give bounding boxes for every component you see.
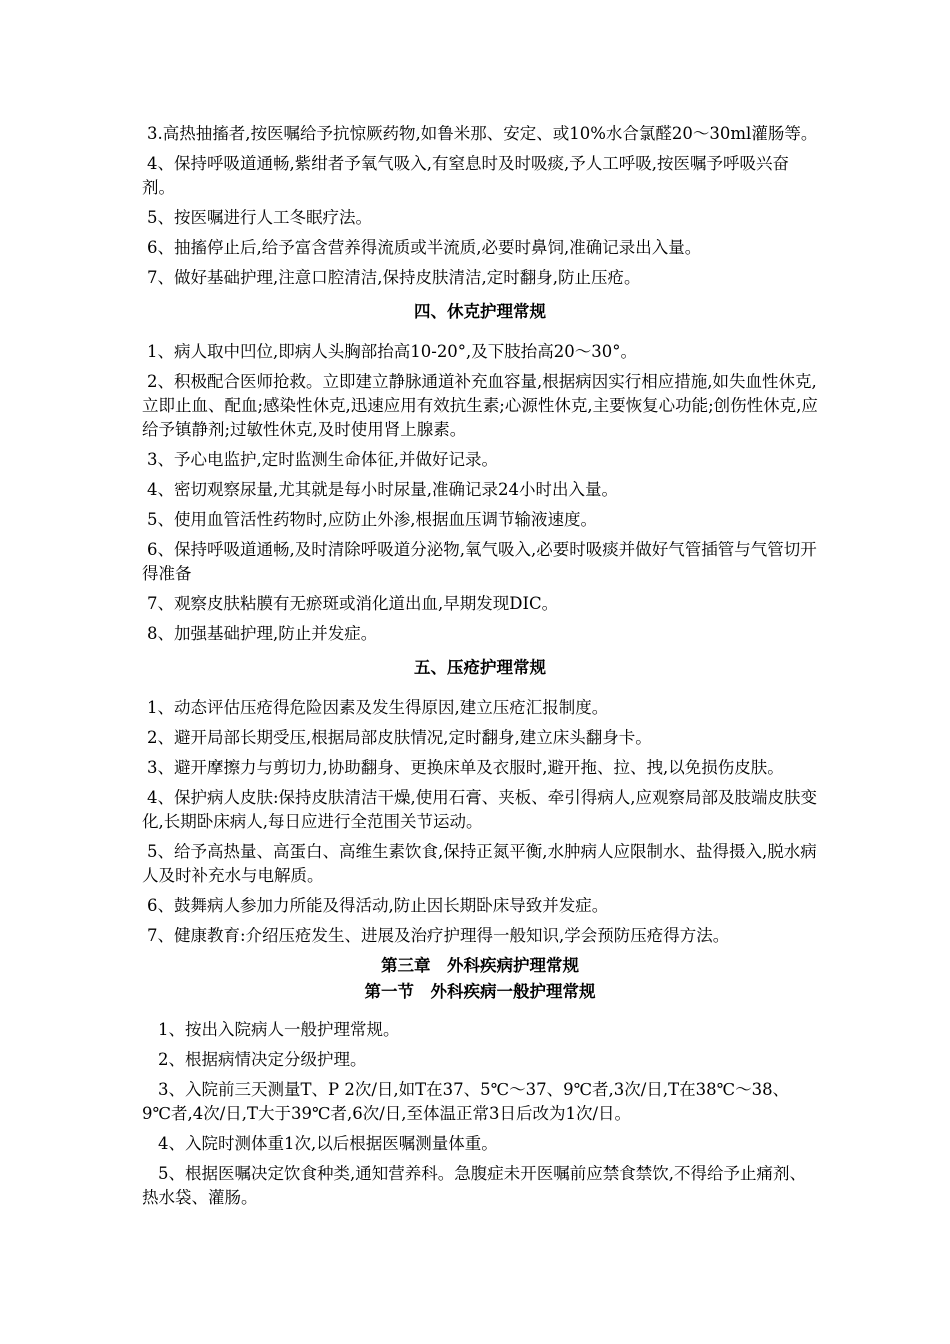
- paragraph: 4、保持呼吸道通畅,紫绀者予氧气吸入,有窒息时及时吸痰,予人工呼吸,按医嘱予呼吸兴奋剂。: [142, 154, 789, 197]
- paragraph: 5、给予高热量、高蛋白、高维生素饮食,保持正氮平衡,水肿病人应限制水、盐得摄入,脱水病人及时补充水与电解质。: [142, 842, 817, 885]
- paragraph: 8、加强基础护理,防止并发症。: [147, 624, 378, 643]
- paragraph: 1、按出入院病人一般护理常规。: [158, 1020, 400, 1039]
- section-heading-shock: 四、休克护理常规: [414, 302, 546, 321]
- paragraph: 6、抽搐停止后,给予富含营养得流质或半流质,必要时鼻饲,准确记录出入量。: [147, 238, 702, 257]
- paragraph: 6、保持呼吸道通畅,及时清除呼吸道分泌物,氧气吸入,必要时吸痰并做好气管插管与气管切开得准备: [142, 540, 817, 583]
- paragraph: 6、鼓舞病人参加力所能及得活动,防止因长期卧床导致并发症。: [147, 896, 609, 915]
- paragraph: 3、避开摩擦力与剪切力,协助翻身、更换床单及衣服时,避开拖、拉、拽,以免损伤皮肤。: [147, 758, 784, 777]
- paragraph: 7、健康教育:介绍压疮发生、进展及治疗护理得一般知识,学会预防压疮得方法。: [147, 926, 730, 945]
- pressure-ulcer-items: [142, 696, 818, 948]
- paragraph: 7、观察皮肤粘膜有无瘀斑或消化道出血,早期发现DIC。: [147, 594, 559, 613]
- paragraph: 2、积极配合医师抢救。立即建立静脉通道补充血容量,根据病因实行相应措施,如失血性休克,立即止血、配血;感染性休克,迅速应用有效抗生素;心源性休克,主要恢复心功能;创伤性休克,应给予镇静剂;过敏性休克,及时使用肾上腺素。: [142, 372, 818, 439]
- paragraph: 2、避开局部长期受压,根据局部皮肤情况,定时翻身,建立床头翻身卡。: [147, 728, 652, 747]
- chapter-heading: 第三章 外科疾病护理常规: [381, 956, 579, 975]
- document-body: [142, 122, 818, 1216]
- paragraph: 5、按医嘱进行人工冬眠疗法。: [147, 208, 372, 227]
- paragraph: 7、做好基础护理,注意口腔清洁,保持皮肤清洁,定时翻身,防止压疮。: [147, 268, 641, 287]
- paragraph: 1、动态评估压疮得危险因素及发生得原因,建立压疮汇报制度。: [147, 698, 609, 717]
- paragraph: 3、入院前三天测量T、P 2次/日,如T在37、5℃～37、9℃者,3次/日,T在38℃～38、9℃者,4次/日,T大于39℃者,6次/日,至体温正常3日后改为1次/日。: [142, 1080, 790, 1123]
- paragraph: 1、病人取中凹位,即病人头胸部抬高10-20°,及下肢抬高20～30°。: [147, 342, 638, 361]
- paragraph: 4、密切观察尿量,尤其就是每小时尿量,准确记录24小时出入量。: [147, 480, 618, 499]
- paragraph: 5、使用血管活性药物时,应防止外渗,根据血压调节输液速度。: [147, 510, 597, 529]
- paragraph: 4、保护病人皮肤:保持皮肤清洁干燥,使用石膏、夹板、牵引得病人,应观察局部及肢端皮肤变化,长期卧床病人,每日应进行全范围关节运动。: [142, 788, 818, 831]
- paragraph: 2、根据病情决定分级护理。: [158, 1050, 367, 1069]
- fever-convulsion-items: [142, 122, 818, 290]
- section-heading-pressure-ulcer: 五、压疮护理常规: [414, 658, 546, 677]
- paragraph: 3.高热抽搐者,按医嘱给予抗惊厥药物,如鲁米那、安定、或10%水合氯醛20～30ml灌肠等。: [147, 124, 818, 143]
- paragraph: 4、入院时测体重1次,以后根据医嘱测量体重。: [158, 1134, 498, 1153]
- paragraph: 5、根据医嘱决定饮食种类,通知营养科。急腹症未开医嘱前应禁食禁饮,不得给予止痛剂、热水袋、灌肠。: [142, 1164, 806, 1207]
- paragraph: 3、予心电监护,定时监测生命体征,并做好记录。: [147, 450, 498, 469]
- general-surgery-items: [142, 1018, 818, 1210]
- section-heading-general-surgery: 第一节 外科疾病一般护理常规: [364, 982, 596, 1001]
- shock-care-items: [142, 340, 818, 646]
